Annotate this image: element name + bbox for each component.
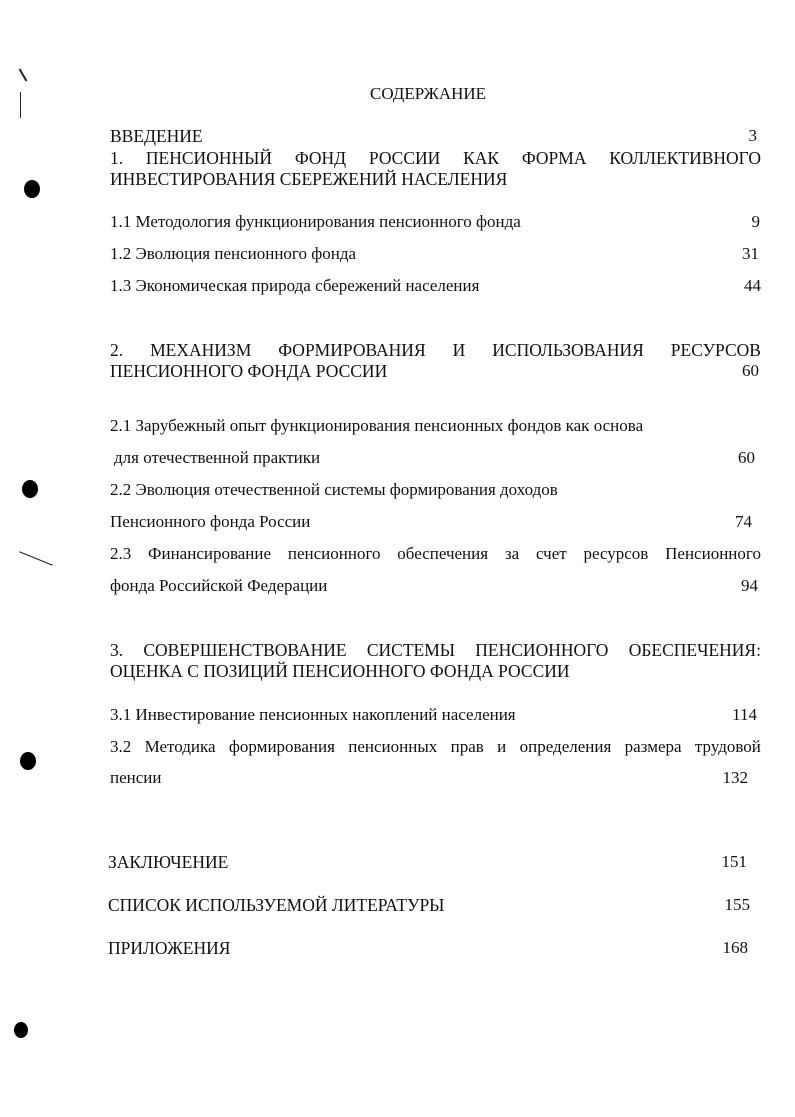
punch-hole-1 — [24, 180, 40, 198]
word: формирования — [228, 737, 335, 756]
toc-section-3-1-page: 114 — [732, 705, 757, 724]
word: СИСТЕМЫ — [366, 640, 456, 660]
toc-conclusion-page: 151 — [721, 852, 747, 871]
toc-section-1-3-page: 44 — [744, 276, 761, 295]
word: ФОРМА — [521, 148, 587, 168]
toc-section-3-2-page: 132 — [722, 768, 748, 787]
scan-mark-3 — [19, 551, 53, 565]
word: размера — [624, 737, 682, 756]
word: Методика — [144, 737, 216, 756]
scan-mark-1 — [19, 68, 28, 81]
toc-section-1-2: 1.2 Эволюция пенсионного фонда — [110, 244, 357, 263]
word: МЕХАНИЗМ — [150, 340, 252, 360]
word: ОБЕСПЕЧЕНИЯ: — [628, 640, 761, 660]
toc-section-1-1-page: 9 — [751, 212, 760, 231]
punch-hole-3 — [20, 752, 36, 770]
toc-conclusion: ЗАКЛЮЧЕНИЕ — [108, 852, 229, 872]
toc-chapter3-line1 — [110, 640, 761, 660]
toc-section-3-1: 3.1 Инвестирование пенсионных накоплений населения — [110, 705, 516, 724]
word: ресурсов — [583, 544, 649, 563]
word: определения — [519, 737, 612, 756]
word: и — [497, 737, 507, 756]
word: пенсионного — [287, 544, 381, 563]
word: 1. — [110, 148, 124, 168]
toc-intro-page: 3 — [748, 126, 757, 145]
word: прав — [450, 737, 484, 756]
word: обеспечения — [397, 544, 489, 563]
toc-appendix: ПРИЛОЖЕНИЯ — [108, 938, 231, 958]
toc-section-2-1-page: 60 — [738, 448, 755, 467]
toc-section-1-3: 1.3 Экономическая природа сбережений населения — [110, 276, 480, 295]
word: трудовой — [694, 737, 761, 756]
word: ИСПОЛЬЗОВАНИЯ — [492, 340, 644, 360]
word: КОЛЛЕКТИВНОГО — [609, 148, 761, 168]
toc-section-3-2-line1 — [110, 737, 761, 757]
toc-references-page: 155 — [724, 895, 750, 914]
toc-section-2-2-page: 74 — [735, 512, 752, 531]
word: И — [452, 340, 466, 360]
toc-section-2-2-line2: Пенсионного фонда России — [110, 512, 311, 531]
word: ПЕНСИОННОГО — [475, 640, 609, 660]
toc-section-2-3-page: 94 — [741, 576, 758, 595]
punch-hole-2 — [22, 480, 38, 498]
word: СОВЕРШЕНСТВОВАНИЕ — [143, 640, 347, 660]
word: Финансирование — [148, 544, 272, 563]
toc-references: СПИСОК ИСПОЛЬЗУЕМОЙ ЛИТЕРАТУРЫ — [108, 895, 445, 915]
toc-chapter1-line2: ИНВЕСТИРОВАНИЯ СБЕРЕЖЕНИЙ НАСЕЛЕНИЯ — [110, 169, 508, 189]
word: 2. — [110, 340, 124, 360]
scan-mark-2 — [20, 92, 21, 118]
toc-section-1-2-page: 31 — [742, 244, 759, 263]
toc-section-1-1: 1.1 Методология функционирования пенсионного фонда — [110, 212, 521, 231]
toc-intro-label: ВВЕДЕНИЕ — [110, 126, 203, 146]
toc-chapter3-line2: ОЦЕНКА С ПОЗИЦИЙ ПЕНСИОННОГО ФОНДА РОССИИ — [110, 661, 570, 681]
word: ФОРМИРОВАНИЯ — [278, 340, 426, 360]
word: 3.2 — [110, 737, 132, 756]
word: ПЕНСИОННЫЙ — [145, 148, 273, 168]
word: 2.3 — [110, 544, 132, 563]
toc-section-2-3-line1 — [110, 544, 761, 564]
word: за — [504, 544, 520, 563]
word: РОССИИ — [368, 148, 441, 168]
word: КАК — [463, 148, 500, 168]
toc-chapter2-page: 60 — [742, 361, 759, 380]
toc-section-2-1-line2: для отечественной практики — [114, 448, 321, 467]
word: Пенсионного — [665, 544, 761, 563]
page-title: СОДЕРЖАНИЕ — [370, 84, 487, 103]
word: пенсионных — [348, 737, 438, 756]
toc-appendix-page: 168 — [722, 938, 748, 957]
word: РЕСУРСОВ — [670, 340, 761, 360]
punch-hole-4 — [14, 1022, 28, 1038]
word: 3. — [110, 640, 124, 660]
toc-section-2-1-line1: 2.1 Зарубежный опыт функционирования пенсионных фондов как основа — [110, 416, 644, 435]
toc-chapter1-line1 — [110, 148, 761, 168]
toc-chapter2-line2: ПЕНСИОННОГО ФОНДА РОССИИ — [110, 361, 388, 381]
word: счет — [535, 544, 567, 563]
toc-section-2-2-line1: 2.2 Эволюция отечественной системы формирования доходов — [110, 480, 558, 499]
toc-section-3-2-line2: пенсии — [110, 768, 162, 787]
word: ФОНД — [294, 148, 347, 168]
toc-chapter2-line1 — [110, 340, 761, 360]
toc-section-2-3-line2: фонда Российской Федерации — [110, 576, 328, 595]
